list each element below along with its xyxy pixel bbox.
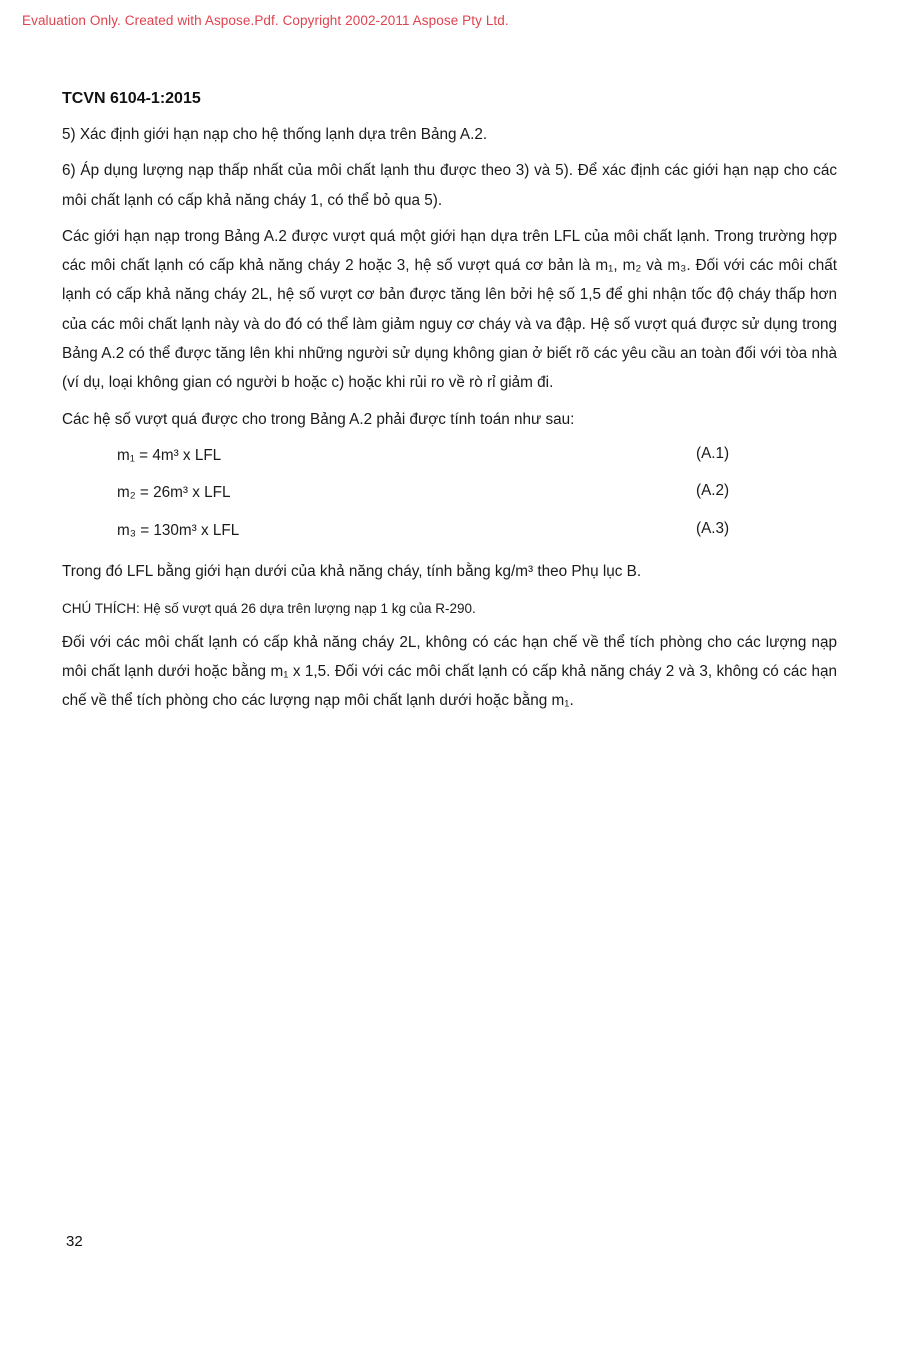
factor-intro-paragraph: Các hệ số vượt quá được cho trong Bảng A.2 phải được tính toán như sau: <box>62 410 575 428</box>
formula-number: (A.3) <box>696 519 730 537</box>
watermark: Evaluation Only. Created with Aspose.Pdf. Copyright 2002-2011 Aspose Pty Ltd. <box>22 13 509 28</box>
document-code: TCVN 6104-1:2015 <box>62 90 201 107</box>
formula-number: (A.1) <box>696 444 730 462</box>
step-6-paragraph: 6) Áp dụng lượng nạp thấp nhất của môi chất lạnh thu được theo 3) và 5). Để xác định các giới hạn nạp cho các môi chất lạnh có cấp khả năng cháy 1, có thể bỏ qua 5). <box>62 162 837 209</box>
formula-expression: m₃ = 130m³ x LFL <box>117 521 240 539</box>
formula-row <box>62 478 837 516</box>
page-number: 32 <box>66 1233 83 1250</box>
formula-row <box>62 441 837 479</box>
note: CHÚ THÍCH: Hệ số vượt quá 26 dựa trên lượng nạp 1 kg của R-290. <box>62 600 476 616</box>
final-paragraph: Đối với các môi chất lạnh có cấp khả năng cháy 2L, không có các hạn chế về thể tích phòng cho các lượng nạp môi chất lạnh dưới hoặc bằng m₁ x 1,5. Đối với các môi chất lạnh có cấp khả năng cháy 2 và 3, không có các hạn chế về thể tích phòng cho các lượng nạp môi chất lạnh dưới hoặc bằng m₁. <box>62 633 837 710</box>
formula-list <box>62 441 837 554</box>
formula-number: (A.2) <box>696 482 730 500</box>
document-body <box>62 120 837 723</box>
step-5-paragraph: 5) Xác định giới hạn nạp cho hệ thống lạnh dựa trên Bảng A.2. <box>62 126 488 143</box>
formula-row <box>62 516 837 554</box>
formula-expression: m₁ = 4m³ x LFL <box>117 446 222 464</box>
formula-expression: m₂ = 26m³ x LFL <box>117 484 231 502</box>
charge-limit-paragraph: Các giới hạn nạp trong Bảng A.2 được vượt quá một giới hạn dựa trên LFL của môi chất lạnh. Trong trường hợp các môi chất lạnh có cấp khả năng cháy 2 hoặc 3, hệ số vượt quá cơ bản là m₁, m₂ và m₃. Đối với các môi chất lạnh có cấp khả năng cháy 2L, hệ số vượt cơ bản được tăng lên bởi hệ số 1,5 để ghi nhận tốc độ cháy thấp hơn của các môi chất lạnh này và do đó có thể làm giảm nguy cơ cháy và va đập. Hệ số vượt quá được sử dụng trong Bảng A.2 có thể được tăng lên khi những người sử dụng không gian ở biết rõ các yêu cầu an toàn đối với tòa nhà (ví dụ, loại không gian có người b hoặc c) hoặc khi rủi ro về rò rỉ giảm đi. <box>62 227 837 392</box>
lfl-definition: Trong đó LFL bằng giới hạn dưới của khả năng cháy, tính bằng kg/m³ theo Phụ lục B. <box>62 563 642 581</box>
